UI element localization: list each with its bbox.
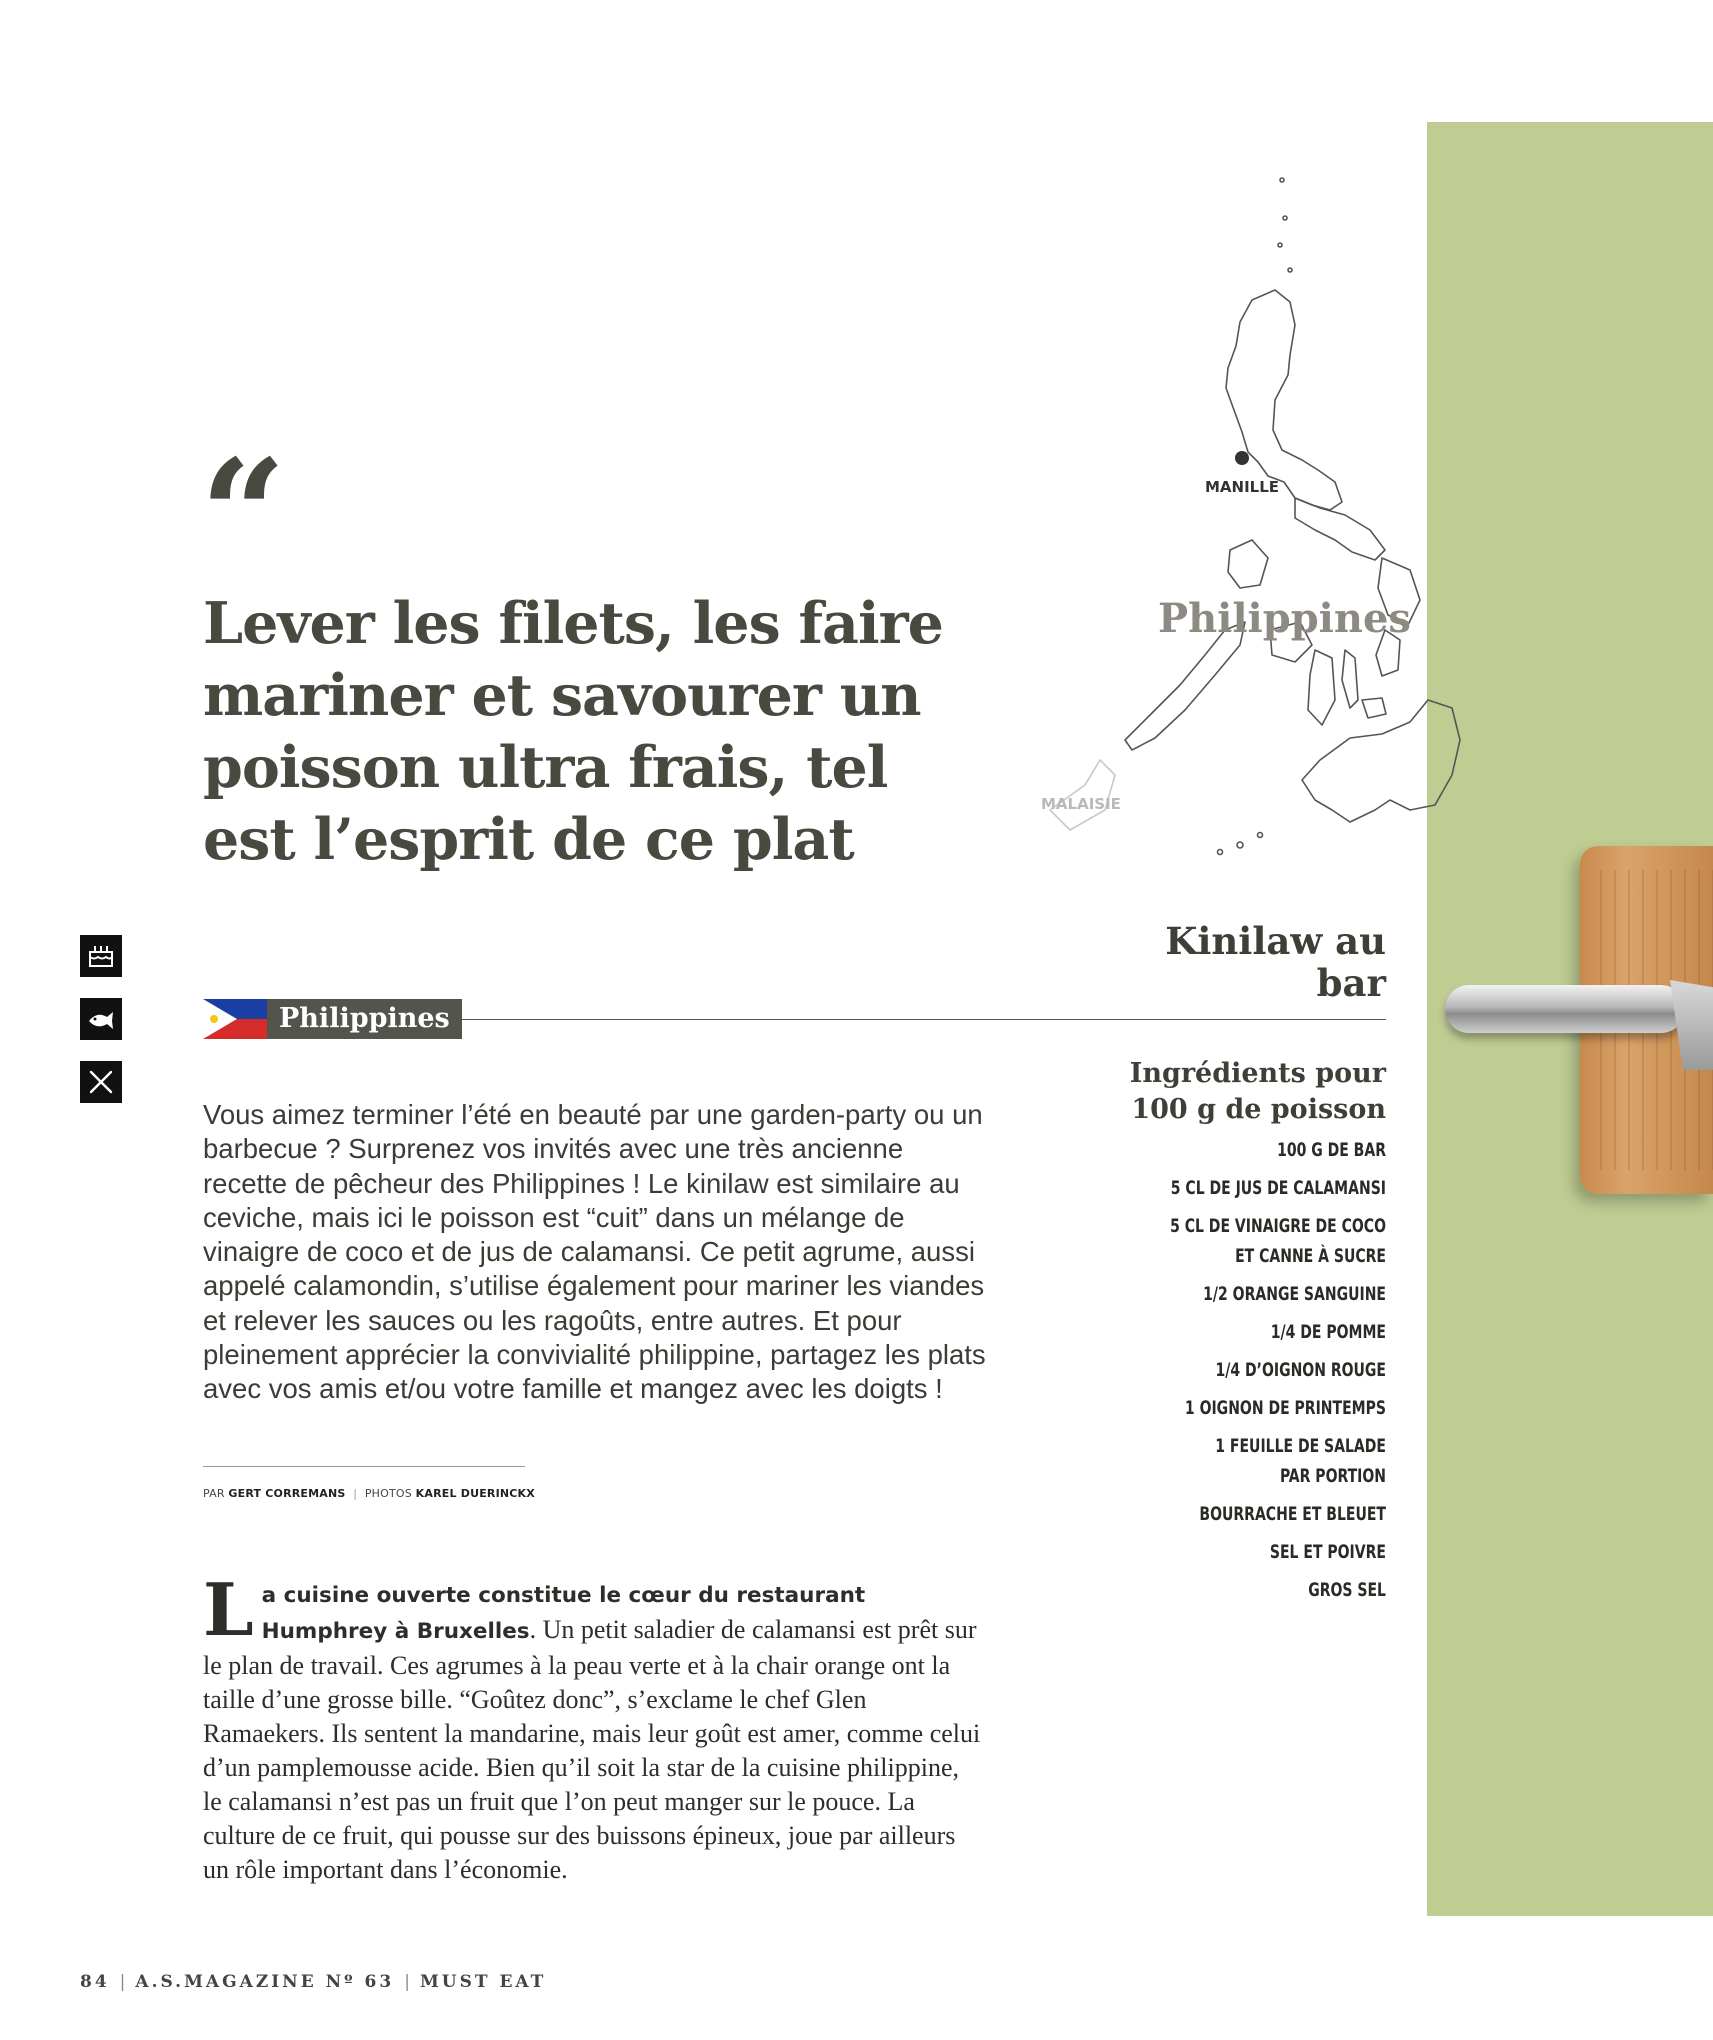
ingredient-item: 100 G DE BAR <box>1277 1139 1386 1161</box>
map-capital-dot <box>1235 451 1249 465</box>
map-islet <box>1283 216 1287 220</box>
pull-quote-headline: Lever les filets, les faire mariner et savourer un poisson ultra frais, tel est l’esprit de ce plat <box>203 590 943 873</box>
cake-icon <box>80 935 122 977</box>
article-body <box>203 1567 983 1887</box>
ingredient-item: 1/4 D’OIGNON ROUGE <box>1215 1359 1386 1381</box>
map-luzon-south <box>1295 498 1385 560</box>
byline-photographer: KAREL DUERINCKX <box>415 1487 535 1500</box>
ingredients-heading: Ingrédients pour 100 g de poisson <box>1129 1058 1386 1125</box>
section-name: MUST EAT <box>419 1972 547 1992</box>
map-label-country: Philippines <box>1158 595 1411 642</box>
fish-icon <box>80 998 122 1040</box>
country-tag: Philippines <box>267 999 462 1039</box>
ingredient-item: BOURRACHE ET BLEUET <box>1199 1503 1386 1525</box>
map-islet <box>1258 833 1263 838</box>
ingredient-item: 1/2 ORANGE SANGUINE <box>1203 1283 1386 1305</box>
map-cebu <box>1342 650 1358 708</box>
page-footer: 84 | A.S.MAGAZINE Nº 63 | MUST EAT <box>80 1972 547 1992</box>
quote-mark-icon: “ <box>200 427 287 603</box>
ingredient-item: 5 CL DE JUS DE CALAMANSI <box>1170 1177 1386 1199</box>
map-luzon <box>1226 290 1342 510</box>
page-number: 84 <box>80 1972 110 1992</box>
divider <box>203 1466 525 1467</box>
intro-paragraph: Vous aimez terminer l’été en beauté par une garden-party ou un barbecue ? Surprenez vos invités avec une très ancienne recette de pêcheur des Philippines ! Le kinilaw est similaire au ceviche, mais ici le poisson est “cuit” dans un mélange de vinaigre de coco et de jus de calamansi. Ce petit agrume, aussi appelé calamondin, s’utilise également pour mariner les viandes et relever les sauces ou les ragoûts, entre autres. Et pour pleinement apprécier la convivialité philippine, partagez les plats avec vos amis et/ou votre famille et mangez avec les doigts ! <box>203 1099 986 1405</box>
map-label-capital: MANILLE <box>1205 478 1280 496</box>
map-islet <box>1278 243 1282 247</box>
recipe-title: Kinilaw au bar <box>1165 919 1386 1005</box>
map-bohol <box>1362 698 1386 718</box>
ingredient-item: 1/4 DE POMME <box>1270 1321 1386 1343</box>
map-islet <box>1288 268 1292 272</box>
ingredient-item: SEL ET POIVRE <box>1269 1541 1386 1563</box>
byline-author: GERT CORREMANS <box>228 1487 346 1500</box>
map-mindoro <box>1228 540 1268 588</box>
ingredient-item: 1 FEUILLE DE SALADE PAR PORTION <box>1215 1435 1386 1487</box>
ingredients-list <box>1086 1135 1386 1613</box>
divider <box>460 1019 1386 1020</box>
cutlery-icon <box>80 1061 122 1103</box>
magazine-name: A.S.MAGAZINE Nº 63 <box>135 1972 395 1992</box>
map-label-neighbor: MALAISIE <box>1041 795 1121 813</box>
map-islet <box>1237 842 1243 848</box>
philippines-map <box>990 110 1490 890</box>
byline: PAR GERT CORREMANS | PHOTOS KAREL DUERINCKX <box>203 1487 535 1500</box>
ingredient-item: GROS SEL <box>1308 1579 1386 1601</box>
map-islet <box>1218 850 1223 855</box>
philippines-flag-icon <box>203 999 267 1039</box>
byline-by-label: PAR <box>203 1487 225 1500</box>
article-lead: a cuisine ouverte constitue le cœur du restaurant Humphrey à Bruxelles <box>261 1583 866 1644</box>
knife-handle-image <box>1445 985 1685 1033</box>
byline-photos-label: PHOTOS <box>364 1487 412 1500</box>
map-islet <box>1280 178 1284 182</box>
ingredient-item: 5 CL DE VINAIGRE DE COCO ET CANNE À SUCRE <box>1170 1215 1386 1267</box>
ingredient-item: 1 OIGNON DE PRINTEMPS <box>1184 1397 1386 1419</box>
drop-cap: L <box>203 1567 254 1652</box>
article-text: . Un petit saladier de calamansi est prêt sur le plan de travail. Ces agrumes à la peau verte et à la chair orange ont la taille d’une grosse bille. “Goûtez donc”, s’exclame le chef Glen Ramaekers. Ils sentent la mandarine, mais leur goût est amer, comme celui d’un pamplemousse acide. Bien qu’il soit la star de la cuisine philippine, le calamansi n’est pas un fruit que l’on peut manger sur le pouce. La culture de ce fruit, qui pousse sur des buissons épineux, joue par ailleurs un rôle important dans l’économie. <box>203 1615 981 1884</box>
map-negros <box>1308 650 1335 725</box>
